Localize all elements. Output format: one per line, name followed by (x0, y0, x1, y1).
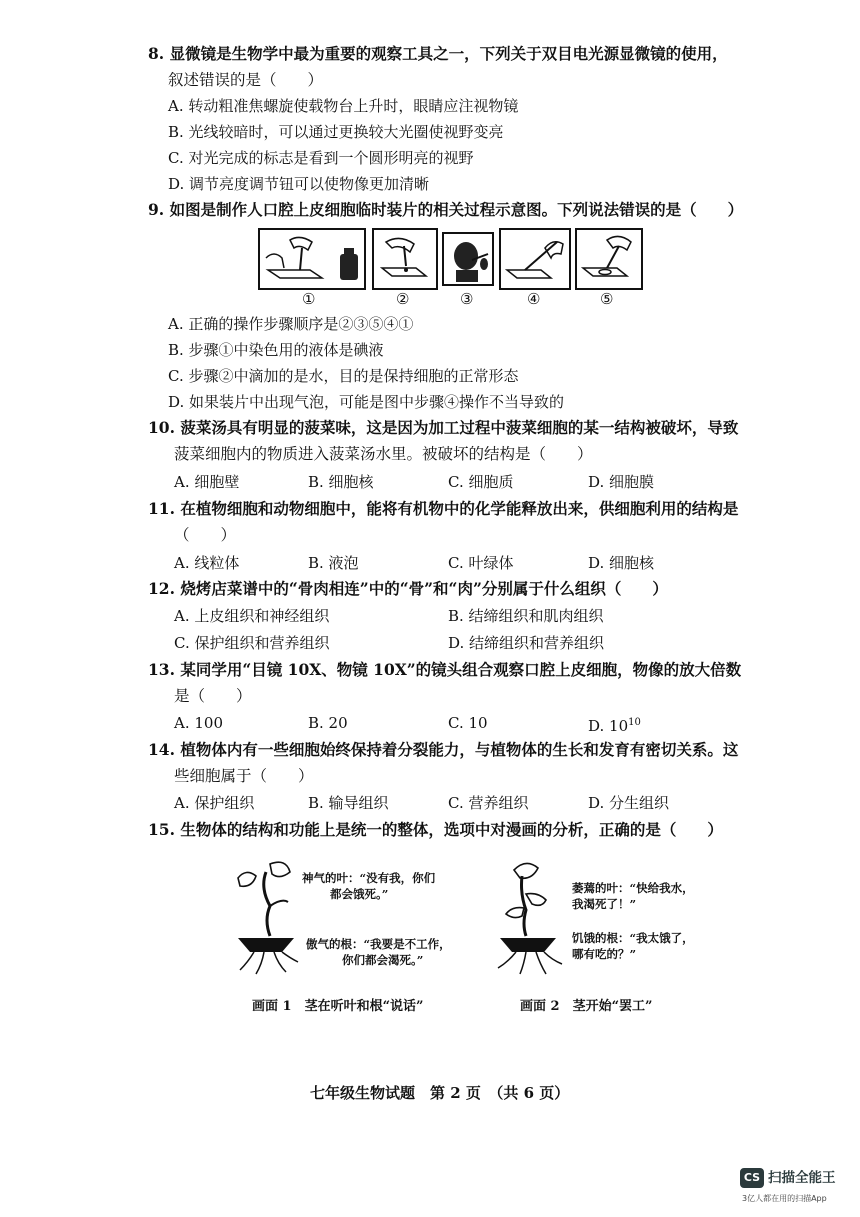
q10-option-d: D. 细胞膜 (588, 473, 655, 491)
q11-stem-line1: 11. 在植物细胞和动物细胞中，能将有机物中的化学能释放出来，供细胞利用的结构是 (148, 499, 739, 518)
q13-option-c: C. 10 (448, 714, 488, 732)
q8-option-b: B. 光线较暗时，可以通过更换较大光圈使视野变亮 (168, 123, 504, 141)
panel2-leaf-line2: 我渴死了！” (572, 897, 637, 911)
q10-option-a: A. 细胞壁 (174, 473, 240, 491)
q10-option-b: B. 细胞核 (308, 473, 374, 491)
step-label-2: ② (396, 290, 410, 308)
q11-option-b: B. 液泡 (308, 554, 359, 572)
q12-stem: 12. 烧烤店菜谱中的“骨肉相连”中的“骨”和“肉”分别属于什么组织（ ） (148, 579, 668, 598)
panel1-caption: 画面 1 茎在听叶和根“说话” (252, 999, 424, 1014)
camscanner-tagline: 3亿人都在用的扫描App (742, 1194, 827, 1203)
q13-option-d (588, 713, 641, 736)
q14-option-d: D. 分生组织 (588, 794, 670, 812)
q11-stem-line2: （ ） (174, 526, 237, 544)
step-2-drop-figure (372, 228, 438, 290)
q8-option-c: C. 对光完成的标志是看到一个圆形明亮的视野 (168, 149, 474, 167)
step-5-spread-figure (575, 228, 643, 290)
q9-option-d: D. 如果装片中出现气泡，可能是图中步骤④操作不当导致的 (168, 393, 565, 411)
panel2-leaf-line1: 萎蔫的叶：“快给我水， (572, 881, 694, 895)
q13-option-b: B. 20 (308, 714, 348, 732)
panel1-leaf-line1: 神气的叶：“没有我，你们 (302, 871, 436, 885)
q15-stem: 15. 生物体的结构和功能上是统一的整体，选项中对漫画的分析，正确的是（ ） (148, 820, 723, 839)
q12-option-a: A. 上皮组织和神经组织 (174, 607, 330, 625)
q9-stem: 9. 如图是制作人口腔上皮细胞临时装片的相关过程示意图。下列说法错误的是（ ） (148, 200, 744, 219)
q11-option-d: D. 细胞核 (588, 554, 655, 572)
q10-option-c: C. 细胞质 (448, 473, 514, 491)
step-label-1: ① (302, 290, 316, 308)
step-label-4: ④ (527, 290, 541, 308)
q13-option-d-base: D. 10 (588, 717, 629, 735)
panel2-caption: 画面 2 茎开始“罢工” (520, 999, 653, 1014)
q11-option-a: A. 线粒体 (174, 554, 240, 572)
panel1-root-line2: 你们都会渴死。” (342, 953, 424, 967)
step-1-staining-figure (258, 228, 366, 290)
panel1-root-line1: 傲气的根：“我要是不工作， (306, 937, 451, 951)
page-footer: 七年级生物试题 第 2 页 （共 6 页） (310, 1084, 570, 1102)
q14-option-c: C. 营养组织 (448, 794, 529, 812)
q10-stem-line2: 菠菜细胞内的物质进入菠菜汤水里。被破坏的结构是（ ） (174, 445, 593, 463)
camscanner-brand: 扫描全能王 (768, 1170, 836, 1186)
q12-option-c: C. 保护组织和营养组织 (174, 634, 330, 652)
q9-option-a: A. 正确的操作步骤顺序是②③⑤④① (168, 315, 414, 333)
q14-option-a: A. 保护组织 (174, 794, 255, 812)
q13-stem-line1: 13. 某同学用“目镜 10X、物镜 10X”的镜头组合观察口腔上皮细胞，物像的放大倍数 (148, 660, 742, 679)
panel2-root-line1: 饥饿的根：“我太饿了， (572, 931, 694, 945)
panel2-root-line2: 哪有吃的？” (572, 947, 637, 961)
panel1-leaf-line2: 都会饿死。” (330, 887, 389, 901)
q14-option-b: B. 输导组织 (308, 794, 389, 812)
q8-option-d: D. 调节亮度调节钮可以使物像更加清晰 (168, 175, 430, 193)
q12-option-d: D. 结缔组织和营养组织 (448, 634, 605, 652)
q14-stem-line2: 些细胞属于（ ） (174, 767, 314, 785)
q13-option-a: A. 100 (174, 714, 223, 732)
comic-panel-1-plant (230, 858, 302, 976)
camscanner-logo-icon: CS (740, 1168, 764, 1188)
q11-option-c: C. 叶绿体 (448, 554, 514, 572)
q9-option-c: C. 步骤②中滴加的是水，目的是保持细胞的正常形态 (168, 367, 519, 385)
q10-stem-line1: 10. 菠菜汤具有明显的菠菜味，这是因为加工过程中菠菜细胞的某一结构被破坏，导致 (148, 418, 739, 437)
q13-stem-line2: 是（ ） (174, 687, 252, 705)
q14-stem-line1: 14. 植物体内有一些细胞始终保持着分裂能力，与植物体的生长和发育有密切关系。这 (148, 740, 739, 759)
q8-stem-line1: 8. 显微镜是生物学中最为重要的观察工具之一，下列关于双目电光源显微镜的使用， (148, 44, 728, 63)
q12-option-b: B. 结缔组织和肌肉组织 (448, 607, 604, 625)
step-label-5: ⑤ (600, 290, 614, 308)
q13-option-d-exponent: 10 (628, 717, 641, 728)
step-label-3: ③ (460, 290, 474, 308)
q8-option-a: A. 转动粗准焦螺旋使载物台上升时，眼睛应注视物镜 (168, 97, 519, 115)
step-4-coverslip-figure (499, 228, 571, 290)
comic-panel-2-plant (492, 858, 564, 976)
q9-option-b: B. 步骤①中染色用的液体是碘液 (168, 341, 384, 359)
q8-stem-line2: 叙述错误的是（ ） (168, 71, 324, 89)
step-3-scrape-figure (442, 232, 494, 286)
